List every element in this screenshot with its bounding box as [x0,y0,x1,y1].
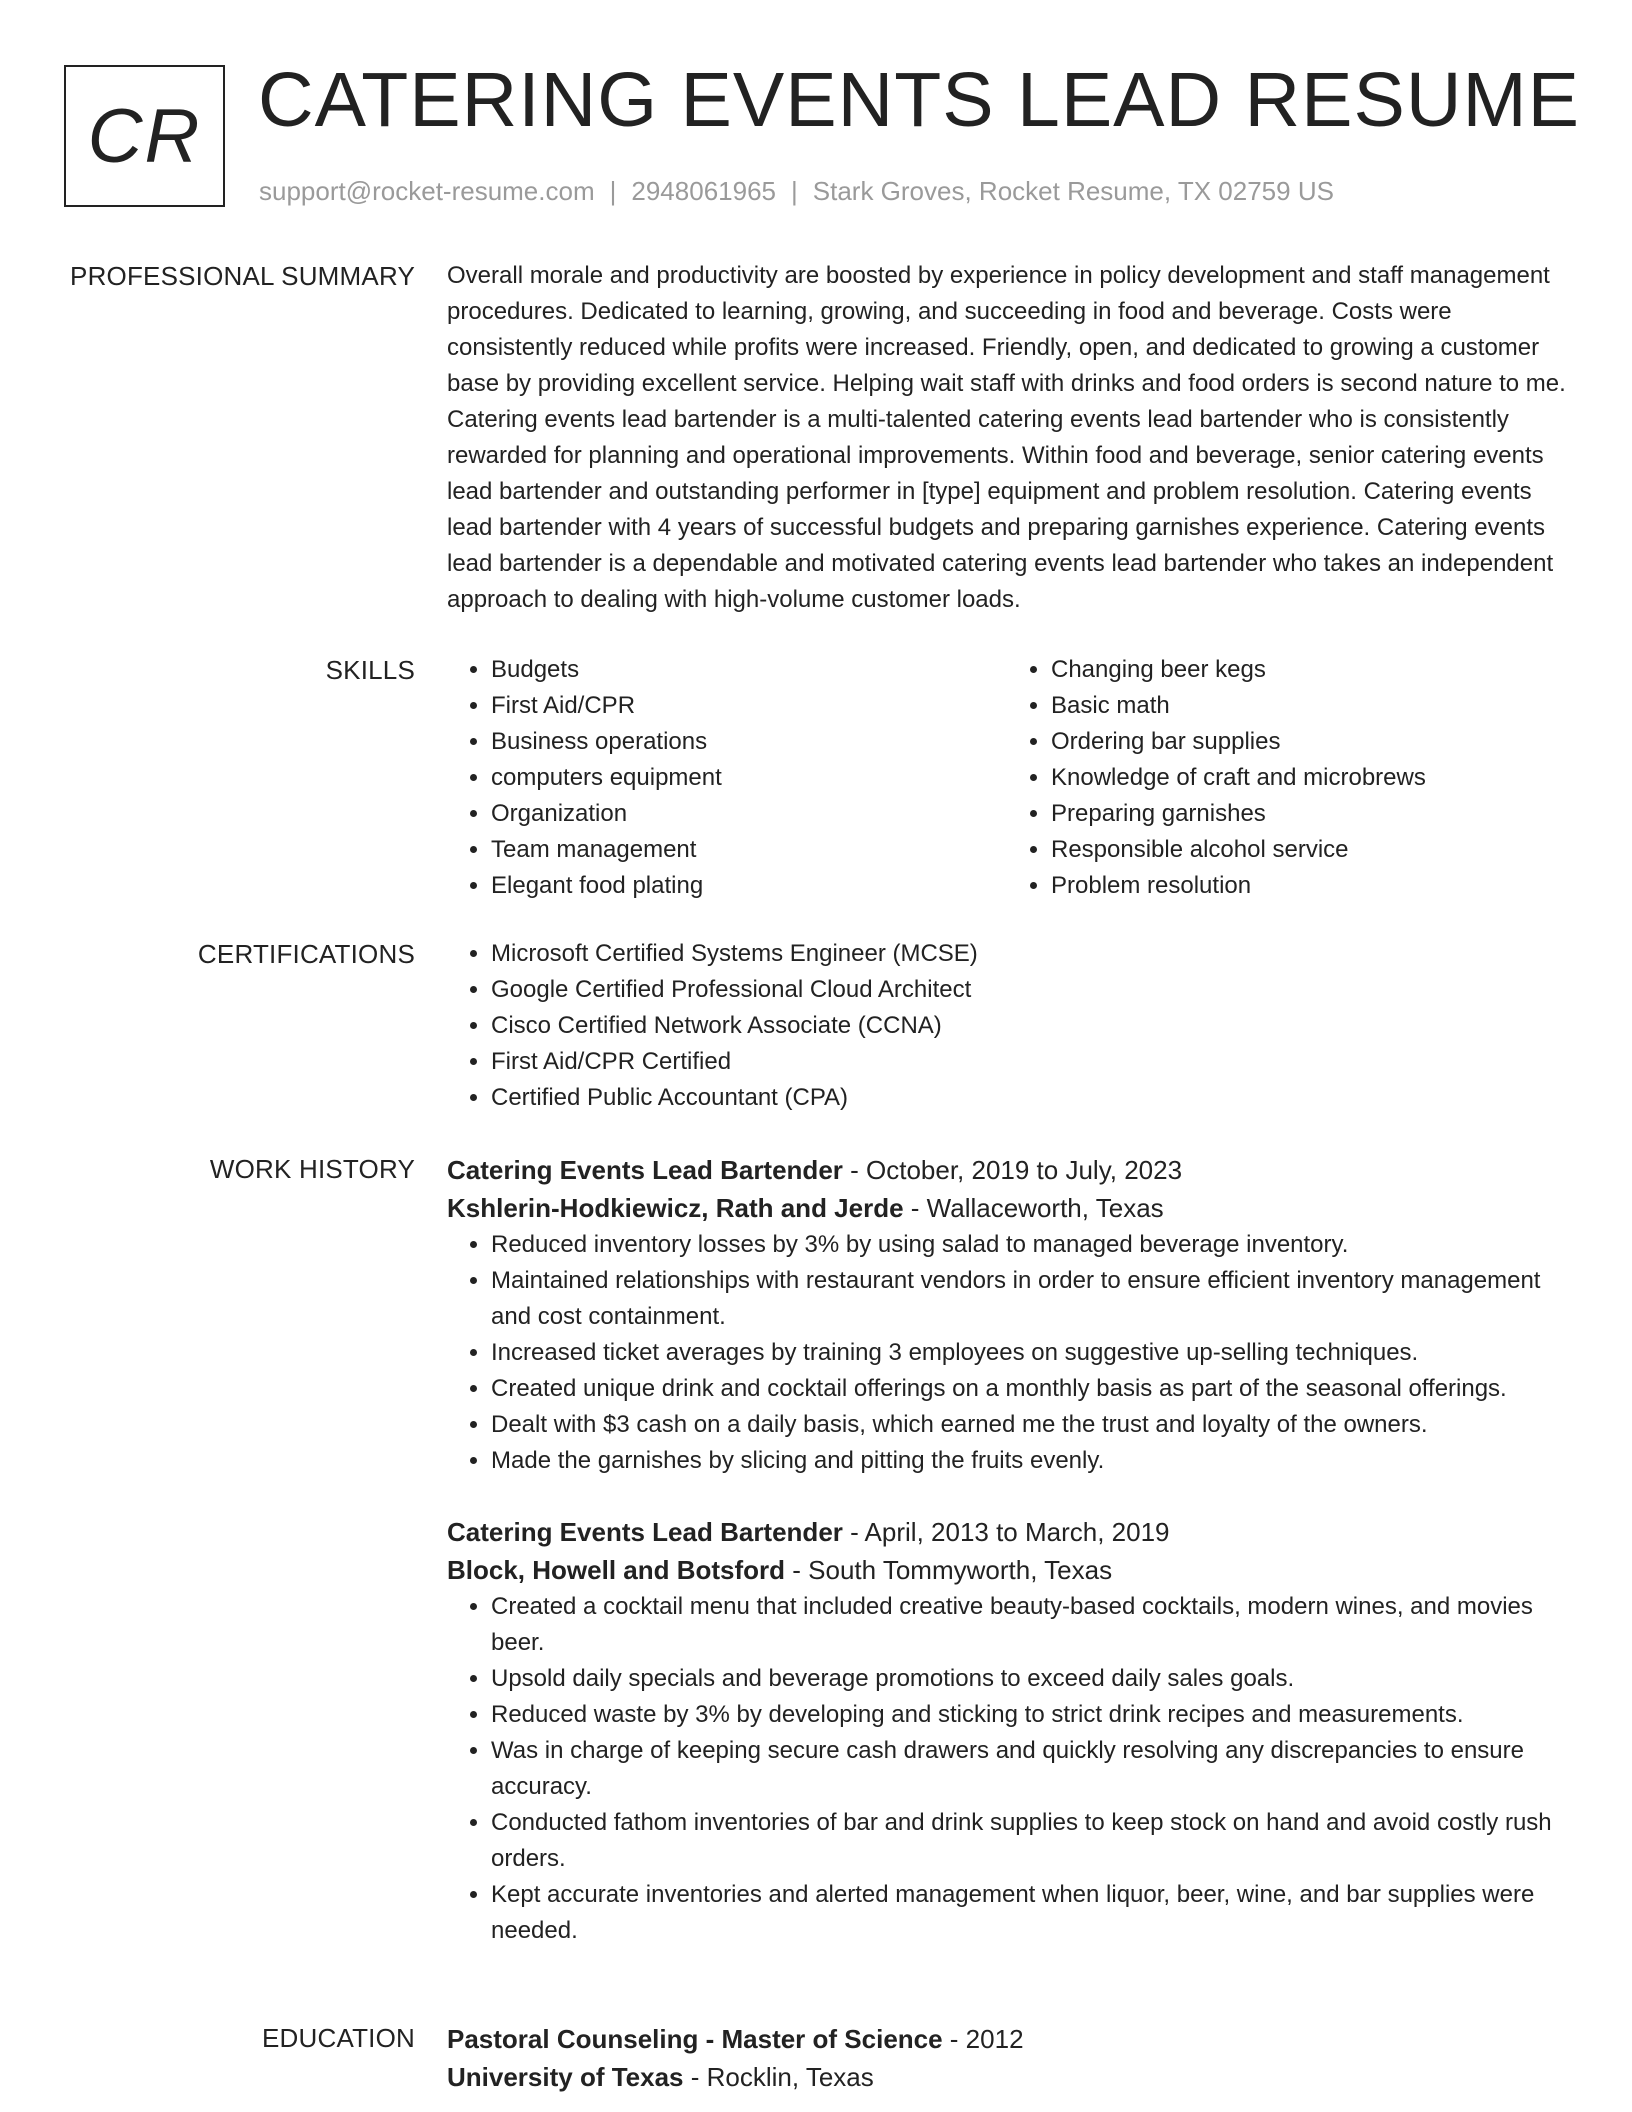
job-bullets [447,1589,1567,1949]
job-title: Catering Events Lead Bartender [447,1517,843,1547]
skill-item: • First Aid/CPR [491,688,1007,724]
contact-separator: | [609,176,617,206]
skill-item: • Elegant food plating [491,868,1007,904]
job-bullet: • Upsold daily specials and beverage promotions to exceed daily sales goals. [491,1661,1567,1697]
job-bullet: • Reduced inventory losses by 3% by using salad to managed beverage inventory. [491,1227,1567,1263]
job-title-line [447,1151,1567,1189]
skill-item: • Changing beer kegs [1051,652,1567,688]
contact-email: support@rocket-resume.com [259,176,595,206]
skill-item: • Problem resolution [1051,868,1567,904]
contact-address: Stark Groves, Rocket Resume, TX 02759 US [812,176,1334,206]
skill-item: • Responsible alcohol service [1051,832,1567,868]
skill-item: • Knowledge of craft and microbrews [1051,760,1567,796]
job-bullet: • Kept accurate inventories and alerted management when liquor, beer, wine, and bar supplies were needed. [491,1877,1567,1949]
monogram-box: CR [64,65,225,207]
skill-item: • Organization [491,796,1007,832]
job-company: Kshlerin-Hodkiewicz, Rath and Jerde [447,1193,904,1223]
contact-separator: | [791,176,798,206]
section-label: PROFESSIONAL SUMMARY [70,261,415,291]
education-location: - Rocklin, Texas [683,2062,874,2092]
skill-item: • Business operations [491,724,1007,760]
job-bullet: • Made the garnishes by slicing and pitting the fruits evenly. [491,1443,1567,1479]
job-company: Block, Howell and Botsford [447,1555,786,1585]
job-title-line [447,1513,1567,1551]
education-body [447,2020,1567,2096]
education-degree: Pastoral Counseling - Master of Science [447,2024,943,2054]
job-dates: - October, 2019 to July, 2023 [842,1155,1183,1185]
certifications-body [447,936,1567,1116]
certifications-list [447,936,1567,1116]
education-degree-line [447,2020,1567,2058]
skill-item: • Budgets [491,652,1007,688]
section-label: SKILLS [325,655,415,685]
skill-item: • Preparing garnishes [1051,796,1567,832]
skills-list-right [1007,652,1567,904]
job-company-line [447,1551,1567,1589]
job-dates: - April, 2013 to March, 2019 [842,1517,1170,1547]
summary-text: Overall morale and productivity are boosted by experience in policy development and staff management procedures. Dedicated to learning, growing, and succeeding in food and beverage. Costs were consistently reduced while profits were increased. Friendly, open, and dedicated to growing a customer base by providing excellent service. Helping wait staff with drinks and food orders is second nature to me. Catering events lead bartender is a multi-talented catering events lead bartender who is consistently rewarded for planning and operational improvements. Within food and beverage, senior catering events lead bartender and outstanding performer in [type] equipment and problem resolution. Catering events lead bartender with 4 years of successful budgets and preparing garnishes experience. Catering events lead bartender is a dependable and motivated catering events lead bartender who takes an independent approach to dealing with high-volume customer loads. [447,262,1566,613]
job-title: Catering Events Lead Bartender [447,1155,843,1185]
job-entry [447,1151,1567,1479]
job-location: - South Tommyworth, Texas [785,1555,1113,1585]
work-history-body [447,1151,1567,1949]
skills-list-left [447,652,1007,904]
job-entry [447,1513,1567,1949]
job-bullet: • Maintained relationships with restaurant vendors in order to ensure efficient inventory management and cost containment. [491,1263,1567,1335]
job-company-line [447,1189,1567,1227]
education-school-line [447,2058,1567,2096]
summary-body [447,258,1567,618]
certification-item: • Microsoft Certified Systems Engineer (MCSE) [491,936,1567,972]
skill-item: • computers equipment [491,760,1007,796]
contact-phone: 2948061965 [631,176,776,206]
skills-columns [447,652,1567,904]
job-bullet: • Was in charge of keeping secure cash drawers and quickly resolving any discrepancies to ensure accuracy. [491,1733,1567,1805]
certification-item: • First Aid/CPR Certified [491,1044,1567,1080]
job-bullet: • Increased ticket averages by training 3 employees on suggestive up-selling techniques. [491,1335,1567,1371]
contact-line [259,176,1334,207]
section-label: CERTIFICATIONS [197,939,415,969]
certification-item: • Certified Public Accountant (CPA) [491,1080,1567,1116]
job-bullet: • Reduced waste by 3% by developing and sticking to strict drink recipes and measurements. [491,1697,1567,1733]
job-location: - Wallaceworth, Texas [903,1193,1164,1223]
job-bullets [447,1227,1567,1479]
skill-item: • Basic math [1051,688,1567,724]
education-school: University of Texas [447,2062,684,2092]
certification-item: • Google Certified Professional Cloud Architect [491,972,1567,1008]
section-label: WORK HISTORY [209,1154,415,1184]
section-label: EDUCATION [262,2023,415,2053]
education-year: - 2012 [942,2024,1024,2054]
job-bullet: • Created unique drink and cocktail offerings on a monthly basis as part of the seasonal offerings. [491,1371,1567,1407]
skill-item: • Ordering bar supplies [1051,724,1567,760]
resume-title: CATERING EVENTS LEAD RESUME [258,57,1580,143]
certification-item: • Cisco Certified Network Associate (CCNA) [491,1008,1567,1044]
skill-item: • Team management [491,832,1007,868]
job-bullet: • Dealt with $3 cash on a daily basis, which earned me the trust and loyalty of the owners. [491,1407,1567,1443]
job-bullet: • Created a cocktail menu that included creative beauty-based cocktails, modern wines, and movies beer. [491,1589,1567,1661]
job-bullet: • Conducted fathom inventories of bar and drink supplies to keep stock on hand and avoid costly rush orders. [491,1805,1567,1877]
